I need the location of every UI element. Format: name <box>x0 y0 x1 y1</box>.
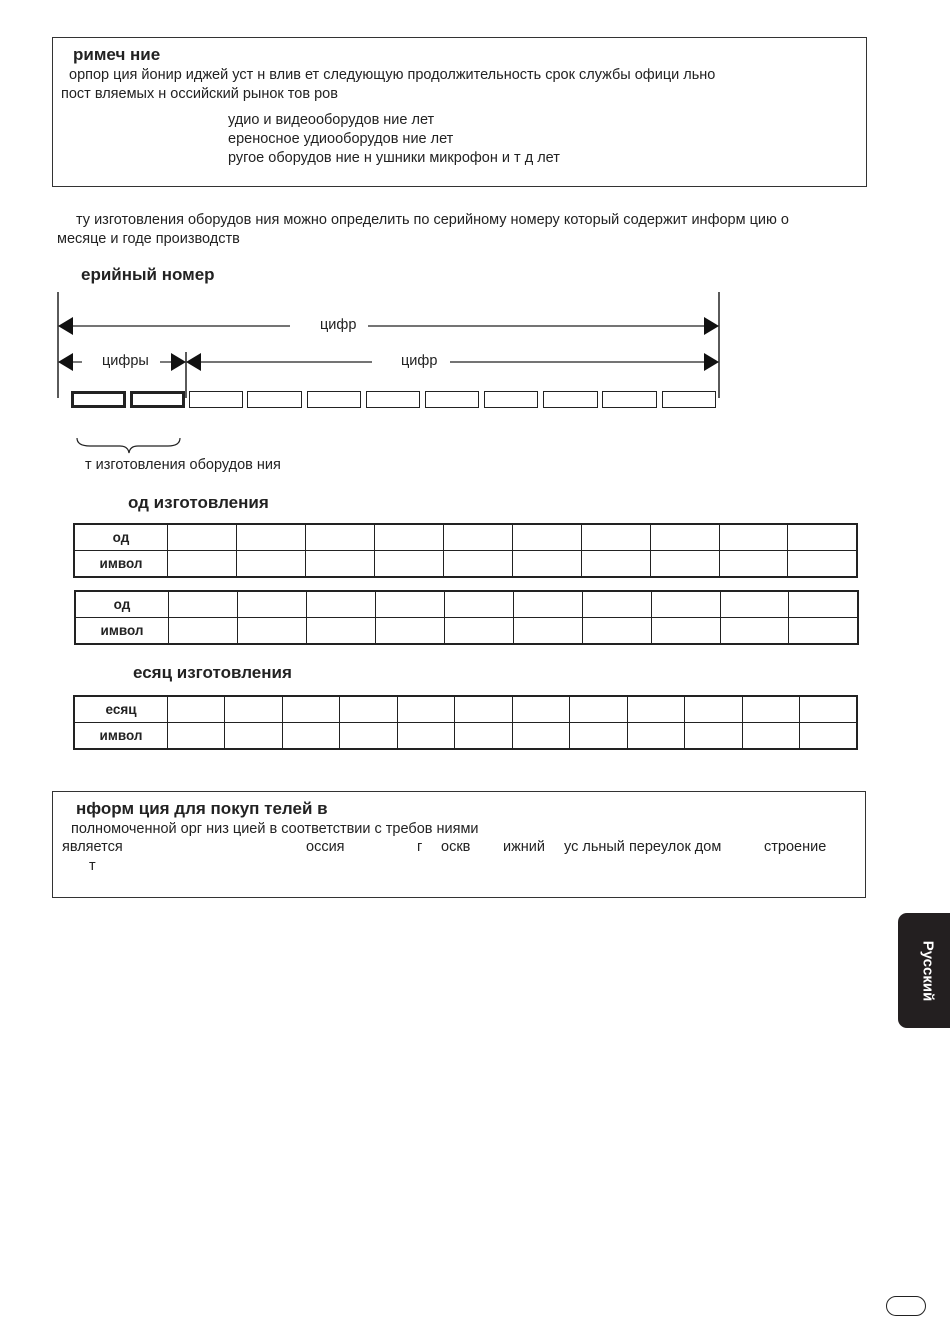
table-row <box>75 591 858 618</box>
serial-digit-box <box>602 391 657 408</box>
serial-digit-box <box>247 391 302 408</box>
rest-arrow-right-head <box>704 353 719 371</box>
note-item-2: ереносное удиооборудов ние лет <box>228 131 454 147</box>
serial-rest-label: цифр <box>401 353 438 369</box>
serial-digit-box <box>425 391 479 408</box>
rest-arrow-left-head <box>186 353 201 371</box>
serial-heading: ерийный номер <box>81 265 215 284</box>
language-tab <box>898 913 950 1028</box>
info-line-2-g: строение <box>764 839 827 855</box>
serial-digit-box <box>366 391 420 408</box>
serial-first-label: цифры <box>102 353 149 369</box>
info-line-2-e: ижний <box>503 839 546 855</box>
serial-digit-box <box>662 391 716 408</box>
year-table-1 <box>73 523 858 578</box>
date-brace <box>77 438 180 453</box>
serial-total-label: цифр <box>320 317 357 333</box>
first-arrow-left-head <box>58 353 73 371</box>
table-row <box>74 696 857 723</box>
table-row <box>74 551 857 578</box>
total-arrow-left-head <box>58 317 73 335</box>
note-title: римеч ние <box>73 45 161 64</box>
row-label-year: од <box>75 591 169 618</box>
row-label-symbol: имвол <box>74 551 168 578</box>
table-row <box>75 618 858 645</box>
table-row <box>74 723 857 750</box>
page-number-badge <box>886 1296 926 1316</box>
serial-caption: т изготовления оборудов ния <box>85 457 281 473</box>
row-label-month: есяц <box>74 696 168 723</box>
note-paragraph-line-1: орпор ция йонир иджей уст н влив ет следующую продолжительность срок службы офици льно <box>69 67 716 83</box>
info-line-2-a: является <box>62 839 123 855</box>
total-arrow-right-head <box>704 317 719 335</box>
row-label-symbol: имвол <box>74 723 168 750</box>
note-item-1: удио и видеооборудов ние лет <box>228 112 435 128</box>
serial-digit-box <box>71 391 126 408</box>
info-title: нформ ция для покуп телей в <box>76 799 328 818</box>
row-label-year: од <box>74 524 168 551</box>
serial-digit-box <box>307 391 361 408</box>
info-line-1: полномоченной орг низ цией в соответствии с требов ниями <box>71 821 479 837</box>
language-tab-label: Русский <box>919 940 937 1001</box>
serial-digit-box <box>543 391 598 408</box>
note-paragraph-line-2: пост вляемых н оссийский рынок тов ров <box>61 86 338 102</box>
first-arrow-right-head <box>171 353 186 371</box>
note-item-3: ругое оборудов ние н ушники микрофон и т д лет <box>228 150 560 166</box>
intro-line-2: месяце и годе производств <box>57 231 240 247</box>
serial-digit-box <box>130 391 185 408</box>
month-heading: есяц изготовления <box>133 663 292 682</box>
info-line-2-d: оскв <box>441 839 471 855</box>
info-line-2-c: г <box>417 839 423 855</box>
row-label-symbol: имвол <box>75 618 169 645</box>
info-box <box>52 791 866 898</box>
table-row <box>74 524 857 551</box>
intro-line-1: ту изготовления оборудов ния можно определить по серийному номеру который содержит информ цию о <box>76 212 789 228</box>
year-heading: од изготовления <box>128 493 269 512</box>
serial-digit-box <box>189 391 243 408</box>
info-line-2-f: ус льный переулок дом <box>564 839 722 855</box>
year-table-2 <box>74 590 859 645</box>
serial-digit-box <box>484 391 538 408</box>
info-line-3: т <box>89 858 96 874</box>
info-line-2-b: оссия <box>306 839 345 855</box>
month-table <box>73 695 858 750</box>
